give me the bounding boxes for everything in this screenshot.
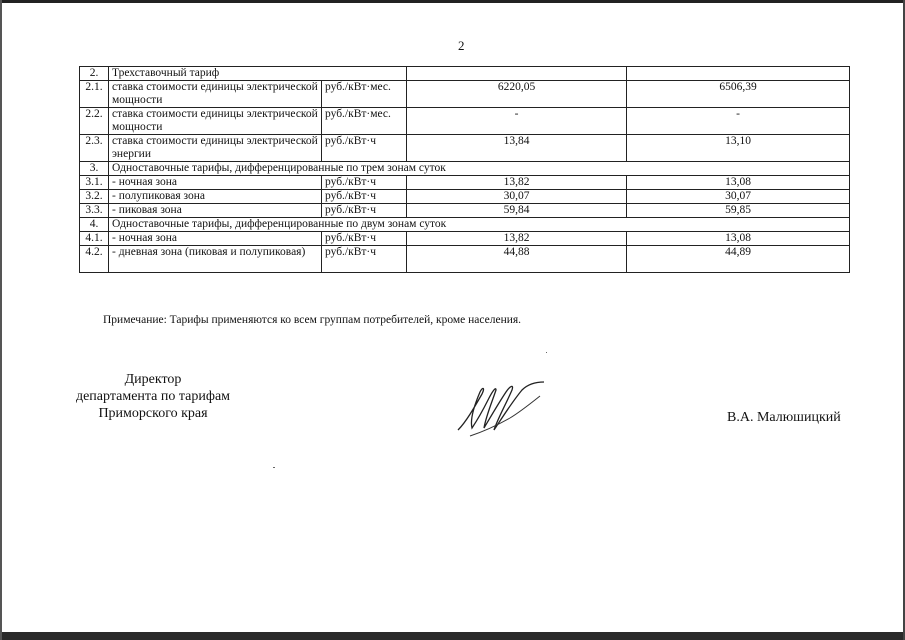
value-period-2: 13,10 [627, 135, 850, 162]
unit: руб./кВт·ч [322, 190, 407, 204]
signatory-title [58, 371, 248, 422]
unit: руб./кВт·ч [322, 232, 407, 246]
row-number: 4.1. [80, 232, 109, 246]
row-number: 3.3. [80, 204, 109, 218]
tariff-name: ставка стоимости единицы электрической энергии [109, 135, 322, 162]
unit: руб./кВт·мес. [322, 108, 407, 135]
table-row [80, 204, 850, 218]
row-number: 2.2. [80, 108, 109, 135]
row-number: 4. [80, 218, 109, 232]
table-row [80, 176, 850, 190]
tariff-name: - ночная зона [109, 176, 322, 190]
row-number: 2.1. [80, 81, 109, 108]
handwritten-signature [452, 378, 552, 440]
footnote: Примечание: Тарифы применяются ко всем группам потребителей, кроме населения. [103, 314, 522, 326]
value-period-1: 30,07 [407, 190, 627, 204]
value-period-1: 13,84 [407, 135, 627, 162]
table-row [80, 67, 850, 81]
value-period-2: 44,89 [627, 246, 850, 273]
row-number: 2.3. [80, 135, 109, 162]
value-period-2: 13,08 [627, 232, 850, 246]
value-cell [627, 67, 850, 81]
value-period-1: 13,82 [407, 176, 627, 190]
scan-edge-bottom [0, 632, 905, 640]
table-row [80, 232, 850, 246]
scan-speck [546, 352, 547, 353]
unit: руб./кВт·ч [322, 246, 407, 273]
value-period-2: 13,08 [627, 176, 850, 190]
value-period-2: 30,07 [627, 190, 850, 204]
tariff-table [79, 66, 850, 273]
row-number: 3. [80, 162, 109, 176]
value-period-1: 59,84 [407, 204, 627, 218]
table-row [80, 246, 850, 273]
row-number: 2. [80, 67, 109, 81]
page-number: 2 [458, 38, 465, 53]
scan-edge-top [0, 0, 905, 3]
signatory-region: Приморского края [98, 406, 208, 421]
row-number: 3.1. [80, 176, 109, 190]
value-period-1: 6220,05 [407, 81, 627, 108]
value-period-2: 6506,39 [627, 81, 850, 108]
value-cell [407, 67, 627, 81]
table-row [80, 190, 850, 204]
row-number: 3.2. [80, 190, 109, 204]
table-row [80, 135, 850, 162]
tariff-name: - полупиковая зона [109, 190, 322, 204]
signatory-name: В.А. Малюшицкий [727, 410, 841, 425]
value-period-1: 44,88 [407, 246, 627, 273]
tariff-name: - пиковая зона [109, 204, 322, 218]
scan-edge-left [0, 0, 2, 640]
tariff-name: - ночная зона [109, 232, 322, 246]
section-title: Одноставочные тарифы, дифференцированные по двум зонам суток [109, 218, 850, 232]
unit: руб./кВт·ч [322, 204, 407, 218]
signatory-department: департамента по тарифам [75, 389, 231, 404]
section-title: Одноставочные тарифы, дифференцированные по трем зонам суток [109, 162, 850, 176]
tariff-name: ставка стоимости единицы электрической мощности [109, 81, 322, 108]
value-period-1: - [407, 108, 627, 135]
signatory-position: Директор [124, 372, 182, 387]
unit: руб./кВт·ч [322, 135, 407, 162]
value-period-2: - [627, 108, 850, 135]
table-row [80, 218, 850, 232]
tariff-name: - дневная зона (пиковая и полупиковая) [109, 246, 322, 273]
unit: руб./кВт·мес. [322, 81, 407, 108]
section-title: Трехставочный тариф [109, 67, 407, 81]
table-row [80, 81, 850, 108]
value-period-2: 59,85 [627, 204, 850, 218]
scan-speck [273, 467, 275, 468]
unit: руб./кВт·ч [322, 176, 407, 190]
row-number: 4.2. [80, 246, 109, 273]
table-row [80, 108, 850, 135]
tariff-name: ставка стоимости единицы электрической мощности [109, 108, 322, 135]
value-period-1: 13,82 [407, 232, 627, 246]
table-row [80, 162, 850, 176]
